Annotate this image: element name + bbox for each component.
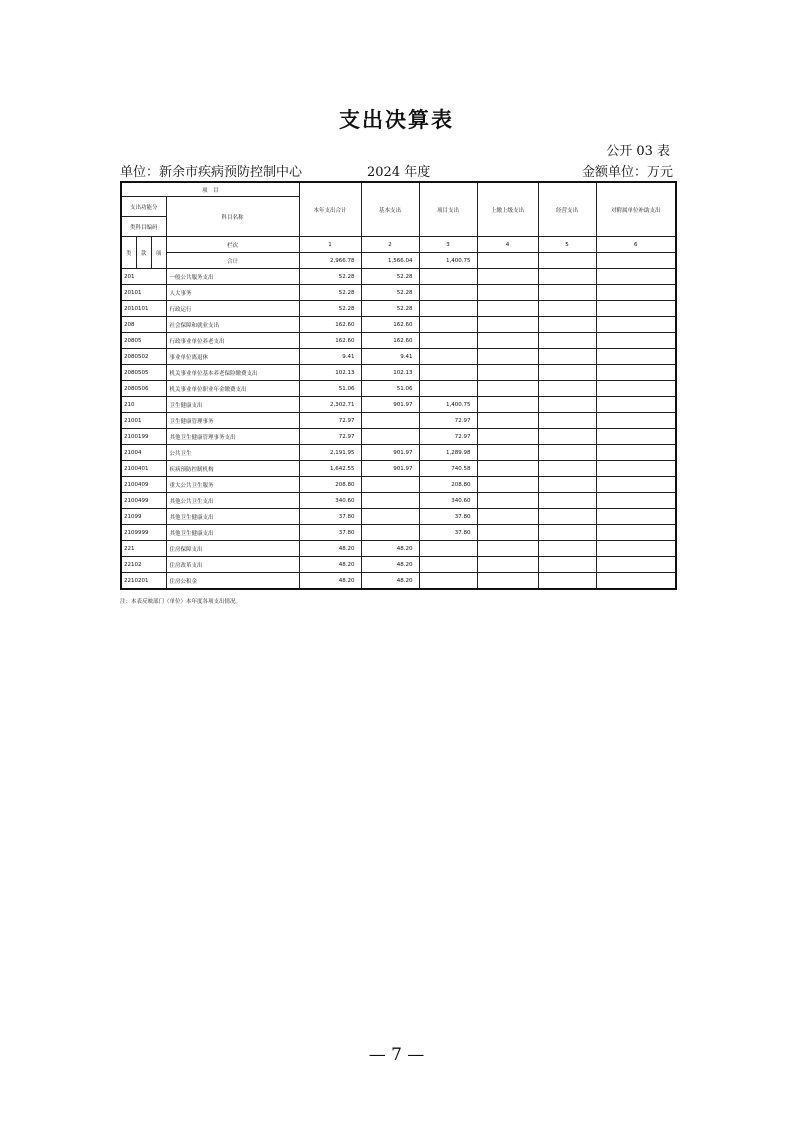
- row-code: 201: [121, 269, 166, 285]
- row-project: [419, 557, 477, 573]
- row-project: 72.97: [419, 413, 477, 429]
- row-upper: [477, 541, 538, 557]
- header-subject-code: 类科目编码: [121, 217, 166, 237]
- total-upper: [477, 253, 538, 269]
- row-basic: 9.41: [361, 349, 419, 365]
- row-name: 公共卫生: [166, 445, 299, 461]
- table-row: [121, 429, 676, 445]
- row-basic: 48.20: [361, 557, 419, 573]
- row-subsidy: [596, 413, 676, 429]
- row-project: 72.97: [419, 429, 477, 445]
- row-name: 机关事业单位职业年金缴费支出: [166, 381, 299, 397]
- row-name: 住房改革支出: [166, 557, 299, 573]
- row-basic: [361, 493, 419, 509]
- header-col-business: 经营支出: [538, 182, 596, 237]
- row-business: [538, 285, 596, 301]
- table-row: [121, 477, 676, 493]
- row-subsidy: [596, 429, 676, 445]
- table-row: [121, 461, 676, 477]
- row-basic: 901.97: [361, 461, 419, 477]
- row-business: [538, 381, 596, 397]
- table-row: [121, 365, 676, 381]
- row-total: 37.80: [299, 525, 361, 541]
- row-upper: [477, 509, 538, 525]
- row-project: 1,400.75: [419, 397, 477, 413]
- col-number-2: 2: [361, 237, 419, 253]
- row-upper: [477, 333, 538, 349]
- row-business: [538, 365, 596, 381]
- total-total: 2,966.78: [299, 253, 361, 269]
- row-project: [419, 349, 477, 365]
- row-total: 52.28: [299, 269, 361, 285]
- row-code: 21099: [121, 509, 166, 525]
- header-kuan: 款: [136, 237, 151, 269]
- row-total: 162.60: [299, 333, 361, 349]
- row-name: 住房公积金: [166, 573, 299, 590]
- row-total: 52.28: [299, 301, 361, 317]
- table-note: 注：本表反映部门（单位）本年度各项支出情况。: [120, 599, 242, 605]
- row-project: [419, 541, 477, 557]
- table-row: [121, 445, 676, 461]
- row-code: 2100499: [121, 493, 166, 509]
- row-upper: [477, 573, 538, 590]
- row-subsidy: [596, 269, 676, 285]
- table-row: [121, 541, 676, 557]
- row-basic: 48.20: [361, 541, 419, 557]
- row-basic: 102.13: [361, 365, 419, 381]
- header-func-class: [121, 197, 166, 217]
- total-business: [538, 253, 596, 269]
- table-row: [121, 413, 676, 429]
- row-name: 机关事业单位基本养老保险缴费支出: [166, 365, 299, 381]
- table-row: [121, 301, 676, 317]
- row-project: [419, 317, 477, 333]
- header-lei: 类: [121, 237, 136, 269]
- report-info: [120, 161, 673, 181]
- expenditure-table: [120, 181, 677, 590]
- row-total: 48.20: [299, 541, 361, 557]
- row-business: [538, 317, 596, 333]
- row-basic: [361, 429, 419, 445]
- header-item: 项 目: [121, 182, 299, 197]
- row-upper: [477, 365, 538, 381]
- table-row: [121, 317, 676, 333]
- header-subject-name: 科目名称: [166, 197, 299, 237]
- col-number-4: 4: [477, 237, 538, 253]
- row-total: 9.41: [299, 349, 361, 365]
- row-business: [538, 493, 596, 509]
- row-name: 疾病预防控制机构: [166, 461, 299, 477]
- year-label: 2024 年度: [367, 165, 431, 180]
- row-business: [538, 429, 596, 445]
- row-basic: 48.20: [361, 573, 419, 590]
- row-subsidy: [596, 557, 676, 573]
- header-col-total: 本年支出合计: [299, 182, 361, 237]
- row-subsidy: [596, 461, 676, 477]
- row-total: 37.80: [299, 509, 361, 525]
- row-basic: 901.97: [361, 445, 419, 461]
- header-col-basic: 基本支出: [361, 182, 419, 237]
- table-row: [121, 285, 676, 301]
- row-name: 其他公共卫生支出: [166, 493, 299, 509]
- row-subsidy: [596, 317, 676, 333]
- row-project: [419, 333, 477, 349]
- row-business: [538, 413, 596, 429]
- row-total: 102.13: [299, 365, 361, 381]
- row-name: 行政事业单位养老支出: [166, 333, 299, 349]
- row-total: 72.97: [299, 413, 361, 429]
- form-number: 公开 03 表: [606, 144, 670, 159]
- col-number-6: 6: [596, 237, 676, 253]
- col-number-5: 5: [538, 237, 596, 253]
- table-row: [121, 493, 676, 509]
- row-subsidy: [596, 349, 676, 365]
- table-row: [121, 381, 676, 397]
- row-business: [538, 269, 596, 285]
- row-basic: 51.06: [361, 381, 419, 397]
- row-subsidy: [596, 509, 676, 525]
- row-upper: [477, 285, 538, 301]
- row-project: [419, 285, 477, 301]
- row-upper: [477, 477, 538, 493]
- row-upper: [477, 413, 538, 429]
- total-project: 1,400.75: [419, 253, 477, 269]
- row-upper: [477, 317, 538, 333]
- row-subsidy: [596, 573, 676, 590]
- row-upper: [477, 269, 538, 285]
- row-code: 2080502: [121, 349, 166, 365]
- row-total: 340.60: [299, 493, 361, 509]
- row-business: [538, 333, 596, 349]
- row-subsidy: [596, 381, 676, 397]
- row-basic: 162.60: [361, 333, 419, 349]
- total-subsidy: [596, 253, 676, 269]
- col-number-3: 3: [419, 237, 477, 253]
- row-code: 2100199: [121, 429, 166, 445]
- row-total: 48.20: [299, 557, 361, 573]
- table-row: [121, 269, 676, 285]
- row-upper: [477, 445, 538, 461]
- row-total: 52.28: [299, 285, 361, 301]
- row-subsidy: [596, 285, 676, 301]
- row-business: [538, 445, 596, 461]
- row-project: [419, 573, 477, 590]
- row-name: 住房保障支出: [166, 541, 299, 557]
- header-col-subsidy: 对附属单位补助支出: [596, 182, 676, 237]
- row-upper: [477, 493, 538, 509]
- row-code: 2080505: [121, 365, 166, 381]
- header-col-upper: 上缴上级支出: [477, 182, 538, 237]
- row-subsidy: [596, 493, 676, 509]
- row-business: [538, 557, 596, 573]
- table-row: [121, 557, 676, 573]
- row-business: [538, 397, 596, 413]
- row-total: 2,302.71: [299, 397, 361, 413]
- row-project: 340.60: [419, 493, 477, 509]
- money-unit-label: 金额单位：万元: [581, 165, 673, 180]
- row-code: 210: [121, 397, 166, 413]
- table-row: [121, 333, 676, 349]
- row-project: [419, 269, 477, 285]
- row-basic: 52.28: [361, 269, 419, 285]
- row-subsidy: [596, 365, 676, 381]
- row-name: 卫生健康管理事务: [166, 413, 299, 429]
- row-subsidy: [596, 445, 676, 461]
- row-business: [538, 461, 596, 477]
- row-project: 37.80: [419, 509, 477, 525]
- row-project: [419, 381, 477, 397]
- row-code: 2010101: [121, 301, 166, 317]
- row-total: 48.20: [299, 573, 361, 590]
- total-row: [121, 253, 676, 269]
- row-name: 事业单位离退休: [166, 349, 299, 365]
- row-name: 人大事务: [166, 285, 299, 301]
- row-code: 2210201: [121, 573, 166, 590]
- row-basic: [361, 413, 419, 429]
- header-row-lanci: [121, 237, 676, 253]
- row-total: 51.06: [299, 381, 361, 397]
- row-code: 21001: [121, 413, 166, 429]
- row-code: 22102: [121, 557, 166, 573]
- row-subsidy: [596, 397, 676, 413]
- row-basic: 901.97: [361, 397, 419, 413]
- row-upper: [477, 557, 538, 573]
- row-code: 2100401: [121, 461, 166, 477]
- row-business: [538, 349, 596, 365]
- row-name: 重大公共卫生服务: [166, 477, 299, 493]
- header-col-project: 项目支出: [419, 182, 477, 237]
- row-upper: [477, 349, 538, 365]
- row-name: 社会保障和就业支出: [166, 317, 299, 333]
- row-code: 2109999: [121, 525, 166, 541]
- row-business: [538, 301, 596, 317]
- row-upper: [477, 429, 538, 445]
- row-business: [538, 509, 596, 525]
- col-number-1: 1: [299, 237, 361, 253]
- row-subsidy: [596, 477, 676, 493]
- row-project: [419, 365, 477, 381]
- row-code: 20101: [121, 285, 166, 301]
- row-name: 其他卫生健康支出: [166, 525, 299, 541]
- row-total: 1,642.55: [299, 461, 361, 477]
- row-total: 208.80: [299, 477, 361, 493]
- total-basic: 1,566.04: [361, 253, 419, 269]
- row-name: 一般公共服务支出: [166, 269, 299, 285]
- row-upper: [477, 381, 538, 397]
- row-code: 21004: [121, 445, 166, 461]
- row-upper: [477, 525, 538, 541]
- row-upper: [477, 461, 538, 477]
- row-basic: 52.28: [361, 285, 419, 301]
- row-code: 221: [121, 541, 166, 557]
- row-business: [538, 541, 596, 557]
- row-project: 37.80: [419, 525, 477, 541]
- row-name: 其他卫生健康支出: [166, 509, 299, 525]
- header-row-item: [121, 182, 676, 197]
- row-subsidy: [596, 541, 676, 557]
- row-upper: [477, 397, 538, 413]
- row-basic: [361, 509, 419, 525]
- row-project: 740.58: [419, 461, 477, 477]
- row-name: 卫生健康支出: [166, 397, 299, 413]
- row-basic: 52.28: [361, 301, 419, 317]
- unit-label: 单位：新余市疾病预防控制中心: [120, 165, 303, 180]
- total-label: 合计: [166, 253, 299, 269]
- row-total: 72.97: [299, 429, 361, 445]
- page-number: — 7 —: [368, 1045, 425, 1065]
- row-code: 2080506: [121, 381, 166, 397]
- table-row: [121, 525, 676, 541]
- table-row: [121, 509, 676, 525]
- table-row: [121, 349, 676, 365]
- row-total: 162.60: [299, 317, 361, 333]
- table-row: [121, 573, 676, 590]
- row-basic: [361, 477, 419, 493]
- row-subsidy: [596, 333, 676, 349]
- row-subsidy: [596, 301, 676, 317]
- row-basic: [361, 525, 419, 541]
- row-project: 208.80: [419, 477, 477, 493]
- row-basic: 162.60: [361, 317, 419, 333]
- row-name: 其他卫生健康管理事务支出: [166, 429, 299, 445]
- row-business: [538, 477, 596, 493]
- row-business: [538, 573, 596, 590]
- row-subsidy: [596, 525, 676, 541]
- row-code: 208: [121, 317, 166, 333]
- row-upper: [477, 301, 538, 317]
- header-func-class-text: 支出功能分: [129, 204, 158, 211]
- row-code: 2100409: [121, 477, 166, 493]
- header-xiang: 项: [151, 237, 166, 269]
- table-row: [121, 397, 676, 413]
- page-title: 支出决算表: [339, 107, 454, 132]
- header-lanci: 栏次: [166, 237, 299, 253]
- row-business: [538, 525, 596, 541]
- row-project: [419, 301, 477, 317]
- row-total: 2,191.95: [299, 445, 361, 461]
- row-code: 20805: [121, 333, 166, 349]
- row-name: 行政运行: [166, 301, 299, 317]
- row-project: 1,289.98: [419, 445, 477, 461]
